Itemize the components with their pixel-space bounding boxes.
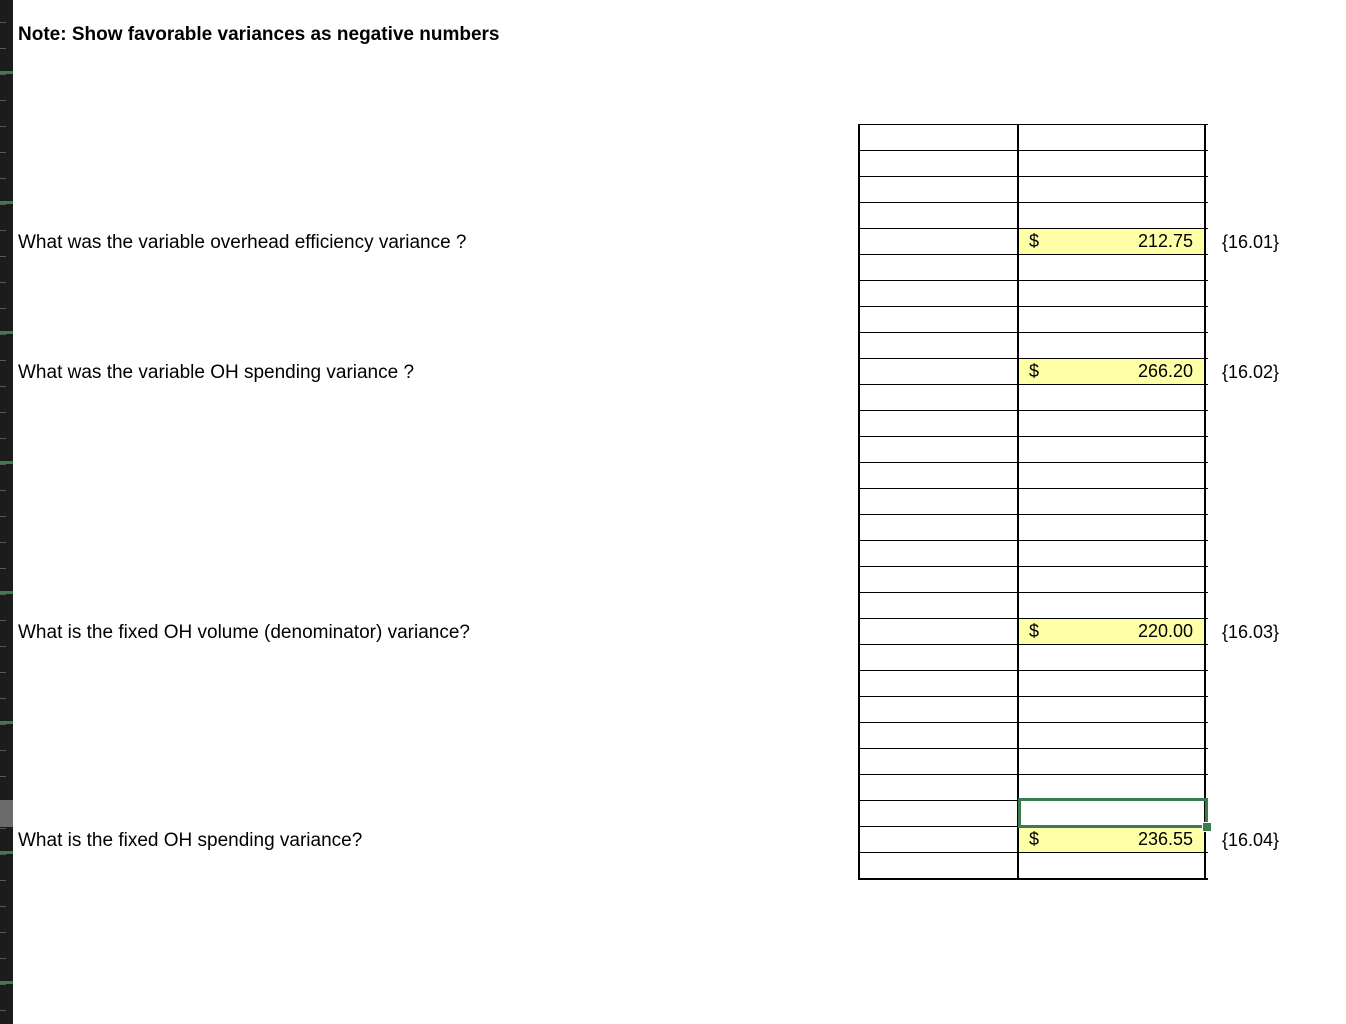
grid-cell[interactable]	[858, 671, 1019, 696]
grid-row	[858, 333, 1208, 359]
row-divider	[0, 282, 6, 283]
grid-row	[858, 567, 1208, 593]
grid-row	[858, 307, 1208, 333]
grid-cell[interactable]	[858, 749, 1019, 774]
row-divider	[0, 360, 6, 361]
grid-row	[858, 749, 1208, 775]
row-divider	[0, 568, 6, 569]
row-divider	[0, 672, 6, 673]
row-divider	[0, 74, 6, 75]
grid-row	[858, 619, 1208, 645]
grid-cell[interactable]	[1019, 541, 1206, 566]
grid-cell[interactable]	[1019, 411, 1206, 436]
currency-symbol: $	[1029, 829, 1040, 849]
grid-cell[interactable]	[1019, 437, 1206, 462]
grid-cell[interactable]	[858, 177, 1019, 202]
row-divider	[0, 152, 6, 153]
grid-cell[interactable]	[1019, 463, 1206, 488]
answer-code: {16.03}	[1222, 622, 1280, 642]
row-marker	[0, 201, 13, 204]
grid-cell[interactable]	[1019, 723, 1206, 748]
grid-row	[858, 463, 1208, 489]
row-divider	[0, 594, 6, 595]
active-row-header[interactable]	[0, 800, 13, 827]
row-divider	[0, 620, 6, 621]
row-divider	[0, 932, 6, 933]
grid-cell[interactable]	[1019, 281, 1206, 306]
cell-selection-box[interactable]	[1018, 798, 1208, 828]
row-divider	[0, 48, 6, 49]
row-divider	[0, 490, 6, 491]
grid-row	[858, 359, 1208, 385]
answer-code: {16.02}	[1222, 362, 1280, 382]
grid-cell[interactable]	[858, 255, 1019, 280]
grid-row	[858, 437, 1208, 463]
grid-cell[interactable]	[858, 853, 1019, 878]
grid-cell[interactable]	[858, 437, 1019, 462]
row-divider	[0, 100, 6, 101]
row-divider	[0, 646, 6, 647]
grid-cell[interactable]	[858, 541, 1019, 566]
row-divider	[0, 126, 6, 127]
grid-cell[interactable]	[858, 619, 1019, 644]
row-divider	[0, 438, 6, 439]
grid-row	[858, 177, 1208, 203]
grid-row	[858, 697, 1208, 723]
grid-cell[interactable]	[858, 151, 1019, 176]
grid-cell[interactable]	[858, 775, 1019, 800]
row-marker	[0, 331, 13, 334]
grid-cell[interactable]	[858, 827, 1019, 852]
grid-cell[interactable]	[1019, 567, 1206, 592]
grid-row	[858, 515, 1208, 541]
question-vo-spending: What was the variable OH spending variance ?	[18, 362, 415, 383]
grid-cell[interactable]	[858, 203, 1019, 228]
grid-cell[interactable]	[1019, 125, 1206, 150]
row-divider	[0, 906, 6, 907]
grid-cell[interactable]	[1019, 749, 1206, 774]
row-divider	[0, 1010, 6, 1011]
answer-amount: 266.20	[1137, 361, 1193, 381]
grid-cell[interactable]	[858, 645, 1019, 670]
grid-cell[interactable]	[858, 229, 1019, 254]
grid-cell[interactable]	[1019, 203, 1206, 228]
row-divider	[0, 958, 6, 959]
grid-cell[interactable]	[858, 463, 1019, 488]
grid-cell[interactable]	[858, 385, 1019, 410]
currency-symbol: $	[1029, 361, 1040, 381]
answer-amount: 220.00	[1137, 621, 1193, 641]
grid-row	[858, 229, 1208, 255]
grid-cell[interactable]	[858, 567, 1019, 592]
row-divider	[0, 256, 6, 257]
answer-grid	[858, 124, 1208, 880]
grid-row	[858, 125, 1208, 151]
grid-row	[858, 645, 1208, 671]
row-marker	[0, 981, 13, 984]
row-divider	[0, 204, 6, 205]
answer-cell[interactable]	[1019, 359, 1206, 384]
grid-row	[858, 671, 1208, 697]
row-divider	[0, 412, 6, 413]
row-divider	[0, 464, 6, 465]
row-divider	[0, 828, 6, 829]
grid-cell[interactable]	[1019, 177, 1206, 202]
grid-cell[interactable]	[858, 801, 1019, 826]
row-marker	[0, 461, 13, 464]
row-divider	[0, 308, 6, 309]
grid-cell[interactable]	[1019, 151, 1206, 176]
fill-handle[interactable]	[1202, 822, 1212, 832]
grid-row	[858, 853, 1208, 880]
grid-cell[interactable]	[1019, 333, 1206, 358]
grid-cell[interactable]	[1019, 775, 1206, 800]
row-marker	[0, 591, 13, 594]
row-marker	[0, 721, 13, 724]
grid-cell[interactable]	[1019, 671, 1206, 696]
row-divider	[0, 854, 6, 855]
grid-cell[interactable]	[1019, 645, 1206, 670]
row-marker	[0, 71, 13, 74]
grid-row	[858, 593, 1208, 619]
row-divider	[0, 750, 6, 751]
grid-cell[interactable]	[858, 489, 1019, 514]
grid-row	[858, 385, 1208, 411]
grid-row	[858, 281, 1208, 307]
grid-row	[858, 411, 1208, 437]
answer-cell[interactable]	[1019, 229, 1206, 254]
row-marker	[0, 851, 13, 854]
question-fixed-spending: What is the fixed OH spending variance?	[18, 830, 363, 851]
grid-cell[interactable]	[858, 125, 1019, 150]
question-vo-efficiency: What was the variable overhead efficiency variance ?	[18, 232, 467, 253]
answer-cell[interactable]	[1019, 619, 1206, 644]
grid-cell[interactable]	[858, 359, 1019, 384]
row-divider	[0, 516, 6, 517]
grid-row	[858, 827, 1208, 853]
grid-cell[interactable]	[1019, 255, 1206, 280]
currency-symbol: $	[1029, 231, 1040, 251]
grid-cell[interactable]	[1019, 515, 1206, 540]
grid-cell[interactable]	[858, 307, 1019, 332]
note-text: Note: Show favorable variances as negative numbers	[18, 24, 500, 45]
grid-cell[interactable]	[1019, 307, 1206, 332]
grid-row	[858, 489, 1208, 515]
row-divider	[0, 880, 6, 881]
row-header-strip[interactable]	[0, 0, 13, 1024]
answer-amount: 236.55	[1137, 829, 1193, 849]
row-divider	[0, 22, 6, 23]
answer-code: {16.01}	[1222, 232, 1280, 252]
grid-row	[858, 723, 1208, 749]
row-divider	[0, 334, 6, 335]
grid-cell[interactable]	[858, 723, 1019, 748]
row-divider	[0, 386, 6, 387]
row-divider	[0, 230, 6, 231]
grid-cell[interactable]	[858, 593, 1019, 618]
grid-cell[interactable]	[858, 333, 1019, 358]
grid-cell[interactable]	[858, 515, 1019, 540]
grid-row	[858, 203, 1208, 229]
grid-cell[interactable]	[1019, 489, 1206, 514]
grid-row	[858, 541, 1208, 567]
grid-cell[interactable]	[1019, 697, 1206, 722]
row-divider	[0, 984, 6, 985]
grid-cell[interactable]	[1019, 593, 1206, 618]
answer-code: {16.04}	[1222, 830, 1280, 850]
grid-cell[interactable]	[858, 281, 1019, 306]
grid-row	[858, 255, 1208, 281]
grid-cell[interactable]	[1019, 853, 1206, 878]
row-divider	[0, 724, 6, 725]
grid-cell[interactable]	[858, 697, 1019, 722]
currency-symbol: $	[1029, 621, 1040, 641]
answer-amount: 212.75	[1137, 231, 1193, 251]
grid-cell[interactable]	[1019, 385, 1206, 410]
row-divider	[0, 776, 6, 777]
row-divider	[0, 178, 6, 179]
grid-row	[858, 151, 1208, 177]
question-fixed-volume: What is the fixed OH volume (denominator) variance?	[18, 622, 470, 643]
answer-cell[interactable]	[1019, 827, 1206, 852]
row-divider	[0, 698, 6, 699]
grid-cell[interactable]	[858, 411, 1019, 436]
row-divider	[0, 542, 6, 543]
